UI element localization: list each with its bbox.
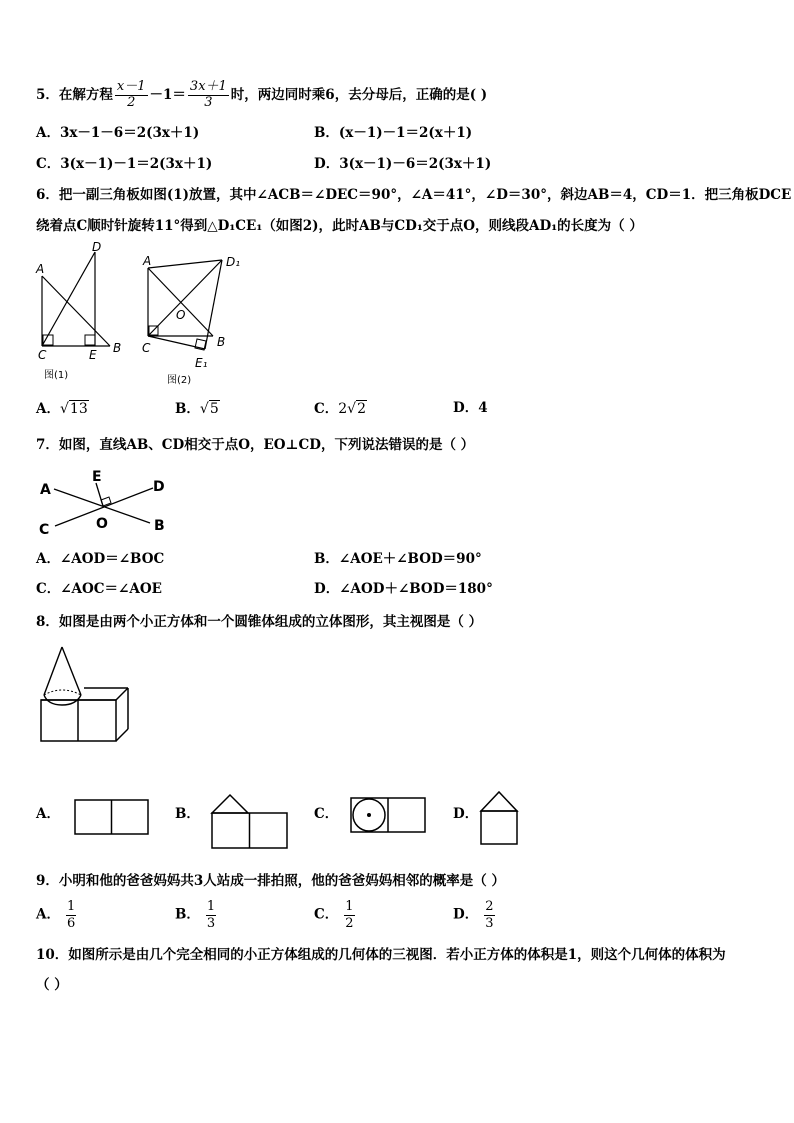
q9-option-c-fraction bbox=[344, 899, 354, 931]
q6-fig2-label-a: A bbox=[143, 254, 152, 268]
q8-option-a-figure bbox=[70, 796, 152, 838]
q6-fig1-label-b: B bbox=[113, 341, 122, 355]
q6-option-b-value: √5 bbox=[199, 401, 219, 417]
q8-option-a-label: A． bbox=[36, 806, 60, 822]
q6-stem-line2: 绕着点C顺时针旋转11°得到△D₁CE₁（如图2)，此时AB与CD₁交于点O，则线段AD₁的长度为（ ） bbox=[36, 218, 643, 234]
q9-option-d-fraction bbox=[484, 899, 494, 931]
q5-suffix: 时，两边同时乘6，去分母后，正确的是( ) bbox=[230, 86, 488, 103]
q6-option-d: D．4 bbox=[453, 400, 488, 416]
q5-fraction-2 bbox=[188, 80, 229, 111]
q6-option-c-coefficient: 2 bbox=[338, 401, 348, 417]
q9-option-b-numerator: 1 bbox=[206, 899, 216, 914]
q6-fig2-label-d1: D₁ bbox=[226, 255, 241, 269]
q6-fig1-label-e: E bbox=[89, 348, 97, 362]
q9-option-d-label: D． bbox=[453, 906, 479, 923]
q7-option-c: C．∠AOC＝∠AOE bbox=[36, 581, 162, 597]
q6-stem-line1: 6．把一副三角板如图(1)放置，其中∠ACB＝∠DEC＝90°，∠A＝41°，∠D＝30°，斜边AB＝4，CD＝1．把三角板DCE bbox=[36, 187, 792, 203]
q8-option-c-label: C． bbox=[314, 806, 339, 822]
q9-option-a-numerator: 1 bbox=[66, 899, 76, 914]
q8-option-c-figure bbox=[346, 794, 430, 836]
q7-label-b: B bbox=[154, 518, 165, 534]
q6-option-a-label: A． bbox=[36, 401, 60, 417]
q6-option-c-label: C． bbox=[314, 401, 339, 417]
q7-option-a: A．∠AOD＝∠BOC bbox=[36, 551, 165, 567]
q6-option-a bbox=[36, 402, 89, 417]
q5-fraction-1-denominator: 2 bbox=[127, 94, 136, 110]
q9-option-d bbox=[453, 899, 495, 931]
q9-option-b-fraction bbox=[206, 899, 216, 931]
q5-fraction-2-denominator: 3 bbox=[204, 94, 213, 110]
q9-option-d-numerator: 2 bbox=[485, 899, 494, 914]
q7-option-b: B．∠AOE＋∠BOD＝90° bbox=[314, 551, 482, 567]
q6-fig1-label-c: C bbox=[38, 348, 47, 362]
q5-option-a: A．3x－1－6＝2(3x＋1) bbox=[36, 125, 200, 141]
q7-figure bbox=[36, 463, 176, 543]
q6-option-c bbox=[314, 402, 367, 417]
q5-fraction-1 bbox=[115, 80, 148, 111]
q5-option-c: C．3(x－1)－1＝2(3x＋1) bbox=[36, 156, 213, 172]
q6-fig1-caption: 图(1) bbox=[44, 370, 69, 381]
q6-option-a-radicand: 13 bbox=[69, 401, 88, 417]
q5-fraction-1-numerator: x－1 bbox=[116, 79, 146, 94]
q9-option-a bbox=[36, 899, 76, 931]
q6-option-c-radicand: 2 bbox=[357, 401, 367, 417]
q9-option-a-denominator: 6 bbox=[66, 915, 76, 931]
q8-option-b-figure bbox=[207, 782, 292, 852]
q5-fraction-2-numerator: 3x＋1 bbox=[189, 79, 227, 94]
q8-option-b-label: B． bbox=[175, 806, 200, 822]
q6-fig2-label-c: C bbox=[142, 341, 151, 355]
q9-option-c bbox=[314, 899, 355, 931]
q8-option-d-figure bbox=[476, 782, 522, 848]
q5-prefix: 5．在解方程 bbox=[36, 86, 113, 103]
q9-option-b-label: B． bbox=[175, 906, 200, 923]
q9-option-d-denominator: 3 bbox=[485, 915, 494, 931]
q6-figure-2 bbox=[135, 248, 250, 388]
q8-option-d-label: D． bbox=[453, 806, 479, 822]
q7-label-d: D bbox=[153, 479, 165, 495]
q7-label-o: O bbox=[96, 516, 108, 532]
q7-label-e: E bbox=[92, 469, 102, 485]
q6-fig2-label-e1: E₁ bbox=[195, 356, 208, 370]
q9-option-c-label: C． bbox=[314, 906, 339, 923]
q10-stem-line1: 10．如图所示是由几个完全相同的小正方体组成的几何体的三视图．若小正方体的体积是1，则这个几何体的体积为 bbox=[36, 947, 726, 963]
q6-option-a-value: √13 bbox=[59, 401, 88, 417]
q10-stem-line2: （ ） bbox=[36, 977, 68, 993]
q6-option-b bbox=[175, 402, 220, 417]
q6-option-b-radicand: 5 bbox=[209, 401, 219, 417]
q9-option-c-denominator: 2 bbox=[345, 915, 354, 931]
q6-fig2-label-o: O bbox=[176, 308, 186, 322]
q6-fig2-label-b: B bbox=[217, 335, 226, 349]
q6-fig2-caption: 图(2) bbox=[167, 375, 192, 386]
q5-option-b: B．(x－1)－1＝2(x＋1) bbox=[314, 125, 473, 141]
q7-option-d: D．∠AOD＋∠BOD＝180° bbox=[314, 581, 493, 597]
q6-fig1-label-a: A bbox=[36, 262, 45, 276]
q9-option-b-denominator: 3 bbox=[206, 915, 216, 931]
q6-fig1-label-d: D bbox=[92, 240, 102, 254]
q7-label-a: A bbox=[40, 482, 51, 498]
q6-option-c-value: 2√2 bbox=[338, 401, 367, 417]
q9-option-a-fraction bbox=[66, 899, 76, 931]
q6-figure-1 bbox=[30, 240, 130, 385]
q6-option-b-label: B． bbox=[175, 401, 200, 417]
q8-stem: 8．如图是由两个小正方体和一个圆锥体组成的立体图形，其主视图是（ ） bbox=[36, 614, 483, 630]
q5-stem bbox=[36, 80, 487, 111]
q9-stem: 9．小明和他的爸爸妈妈共3人站成一排拍照，他的爸爸妈妈相邻的概率是（ ） bbox=[36, 873, 505, 889]
q9-option-b bbox=[175, 899, 216, 931]
q7-label-c: C bbox=[39, 522, 50, 538]
q7-stem: 7．如图，直线AB、CD相交于点O，EO⊥CD，下列说法错误的是（ ） bbox=[36, 437, 475, 453]
q9-option-a-label: A． bbox=[36, 906, 60, 923]
q5-option-d: D．3(x－1)－6＝2(3x＋1) bbox=[314, 156, 492, 172]
q5-middle: －1＝ bbox=[149, 86, 186, 103]
q8-solid-figure bbox=[36, 643, 136, 748]
q9-option-c-numerator: 1 bbox=[345, 899, 354, 914]
